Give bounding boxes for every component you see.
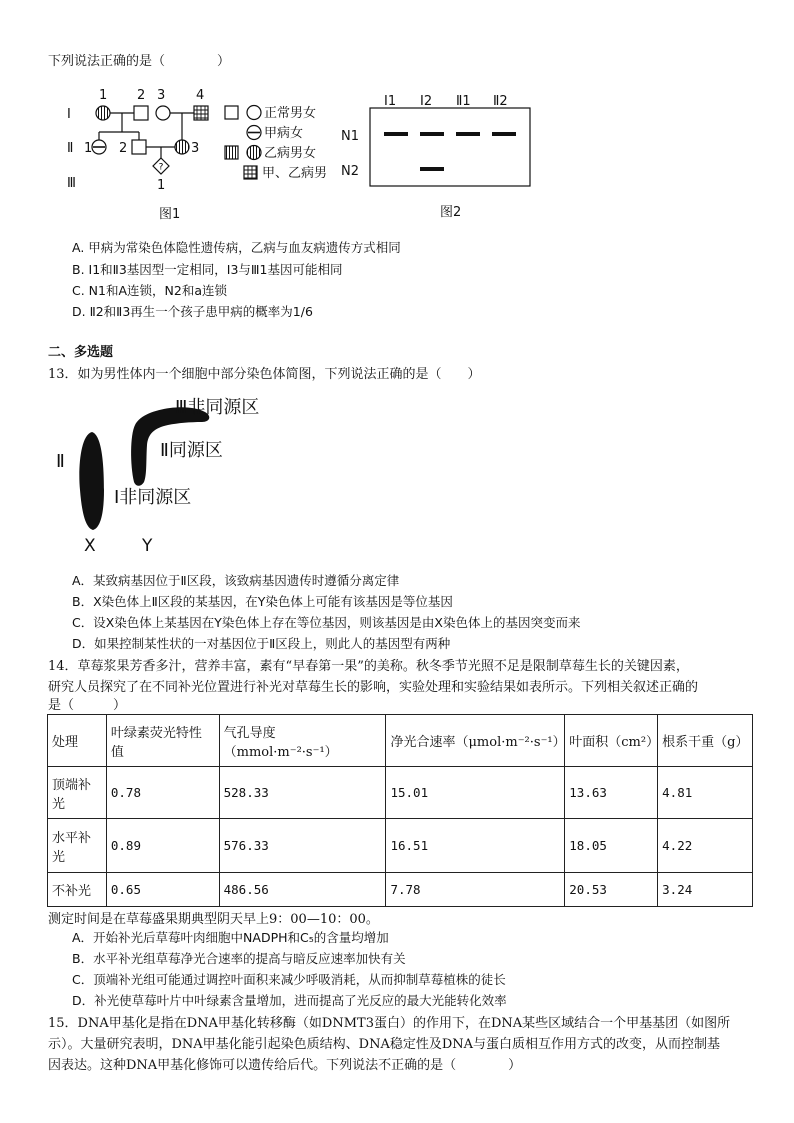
table-header-row (48, 715, 753, 767)
chromosome-figure (50, 390, 280, 558)
table-cell: 18.05 (565, 819, 658, 873)
band-label-N1: N1 (341, 129, 359, 144)
table-cell: 16.51 (386, 819, 565, 873)
q12-option-a: A. 甲病为常染色体隐性遗传病，乙病与血友病遗传方式相同 (72, 240, 401, 255)
legend-disease-ab: 甲、乙病男 (262, 166, 328, 181)
table-header-cell: 气孔导度（mmol·m⁻²·s⁻¹） (219, 715, 386, 767)
pedigree-I2-male (134, 106, 148, 120)
pedigree-figure (55, 80, 225, 225)
q13-option-d: D．如果控制某性状的一对基因位于Ⅱ区段上，则此人的基因型有两种 (72, 636, 451, 651)
q14-option-d: D．补光使草莓叶片中叶绿素含量增加，进而提高了光反应的最大光能转化效率 (72, 993, 507, 1008)
q12-option-d: D. Ⅱ2和Ⅱ3再生一个孩子患甲病的概率为1/6 (72, 304, 313, 319)
label-region-III: Ⅲ非同源区 (175, 397, 260, 418)
q14-stem-line2: 研究人员探究了在不同补光位置进行补光对草莓生长的影响，实验处理和实验结果如表所示。下列相关叙述正确的 (48, 680, 699, 695)
fig1-caption: 图1 (159, 207, 181, 222)
data-table (47, 714, 753, 907)
gen-label-I: Ⅰ (67, 107, 71, 122)
q14-option-a: A．开始补光后草莓叶肉细胞中NADPH和C₅的含量均增加 (72, 930, 389, 945)
table-cell: 528.33 (219, 767, 386, 819)
x-chromosome (79, 432, 104, 530)
table-cell: 486.56 (219, 873, 386, 907)
label-x: X (84, 536, 96, 556)
band-N1-I2 (420, 132, 444, 136)
lane-II2: Ⅱ2 (493, 94, 508, 109)
table-row (48, 767, 753, 819)
q14-option-b: B．水平补光组草莓净光合速率的提高与暗反应速率加快有关 (72, 951, 406, 966)
gen-label-III: Ⅲ (67, 176, 76, 191)
label-region-I: Ⅰ非同源区 (114, 487, 192, 508)
unknown-mark: ? (158, 162, 164, 173)
q13-option-a: A．某致病基因位于Ⅱ区段，该致病基因遗传时遵循分离定律 (72, 573, 400, 588)
gen1-num-3: 3 (157, 88, 166, 103)
table-row (48, 873, 753, 907)
table-cell: 4.81 (658, 767, 753, 819)
gen3-num-1: 1 (157, 178, 166, 193)
section-heading: 二、多选题 (48, 345, 114, 360)
table-cell: 3.24 (658, 873, 753, 907)
table-cell: 水平补光 (48, 819, 107, 873)
band-label-N2: N2 (341, 164, 359, 179)
gen1-num-4: 4 (196, 88, 205, 103)
table-header-cell: 根系干重（g） (658, 715, 753, 767)
table-cell: 13.63 (565, 767, 658, 819)
fig2-caption: 图2 (440, 205, 462, 220)
band-N2-I2 (420, 167, 444, 171)
q15-line1: 15．DNA甲基化是指在DNA甲基化转移酶（如DNMT3蛋白）的作用下，在DNA某些区域结合一个甲基基团（如图所 (48, 1016, 731, 1031)
legend-disease-b: 乙病男女 (264, 146, 317, 161)
table-header-cell: 净光合速率（μmol·m⁻²·s⁻¹） (386, 715, 565, 767)
q14-stem-line1: 14．草莓浆果芳香多汁，营养丰富，素有“早春第一果”的美称。秋冬季节光照不足是限制草莓生长的关键因素， (48, 659, 689, 674)
q12-stem: 下列说法正确的是（ ） (48, 54, 231, 69)
table-cell: 15.01 (386, 767, 565, 819)
lane-I2: Ⅰ2 (420, 94, 433, 109)
pedigree-I1-female (96, 106, 110, 120)
q12-option-b: B. I1和Ⅱ3基因型一定相同，I3与Ⅲ1基因可能相同 (72, 262, 343, 277)
lane-I1: Ⅰ1 (384, 94, 397, 109)
pedigree-I3-female (156, 106, 170, 120)
table-cell: 0.89 (106, 819, 219, 873)
label-y: Y (142, 536, 153, 556)
label-II: Ⅱ (56, 451, 65, 472)
q15-line3: 因表达。这种DNA甲基化修饰可以遗传给后代。下列说法不正确的是（ ） (48, 1058, 522, 1073)
table-header-cell: 叶绿素荧光特性值 (106, 715, 219, 767)
table-header-cell: 处理 (48, 715, 107, 767)
table-cell: 7.78 (386, 873, 565, 907)
pedigree-I4-male (194, 106, 208, 120)
gen1-num-2: 2 (137, 88, 146, 103)
table-cell: 576.33 (219, 819, 386, 873)
label-region-II-homologous: Ⅱ同源区 (160, 440, 223, 461)
table-cell: 0.65 (106, 873, 219, 907)
band-N1-II1 (456, 132, 480, 136)
band-N1-I1 (384, 132, 408, 136)
table-cell: 不补光 (48, 873, 107, 907)
table-cell: 20.53 (565, 873, 658, 907)
q13-option-b: B．X染色体上Ⅱ区段的某基因，在Y染色体上可能有该基因是等位基因 (72, 594, 453, 609)
q15-line2: 示）。大量研究表明，DNA甲基化能引起染色质结构、DNA稳定性及DNA与蛋白质相互作用方式的改变，从而控制基 (48, 1037, 721, 1052)
table-header-cell: 叶面积（cm²） (565, 715, 658, 767)
gen2-num-1: 1 (84, 141, 93, 156)
pedigree-II3-female (175, 140, 189, 154)
gen2-num-2: 2 (119, 141, 128, 156)
gen-label-II: Ⅱ (67, 141, 74, 156)
electrophoresis-figure (338, 88, 538, 224)
gen1-num-1: 1 (99, 88, 108, 103)
band-N1-II2 (492, 132, 516, 136)
gen2-num-3: 3 (191, 141, 200, 156)
pedigree-II2-male (132, 140, 146, 154)
q14-note: 测定时间是在草莓盛果期典型阴天早上9：00—10：00。 (48, 912, 379, 927)
table-row (48, 819, 753, 873)
q14-option-c: C．顶端补光组可能通过调控叶面积来减少呼吸消耗，从而抑制草莓植株的徒长 (72, 972, 506, 987)
table-cell: 0.78 (106, 767, 219, 819)
table-cell: 顶端补光 (48, 767, 107, 819)
q13-option-c: C．设X染色体上某基因在Y染色体上存在等位基因，则该基因是由X染色体上的基因突变而来 (72, 615, 581, 630)
legend-disease-a: 甲病女 (264, 126, 304, 141)
lane-II1: Ⅱ1 (456, 94, 471, 109)
q13-stem: 13．如为男性体内一个细胞中部分染色体简图，下列说法正确的是（ ） (48, 367, 481, 382)
table-cell: 4.22 (658, 819, 753, 873)
q12-option-c: C. N1和A连锁，N2和a连锁 (72, 283, 227, 298)
legend-normal: 正常男女 (264, 106, 317, 121)
q14-stem-line3: 是（ ） (48, 698, 127, 713)
